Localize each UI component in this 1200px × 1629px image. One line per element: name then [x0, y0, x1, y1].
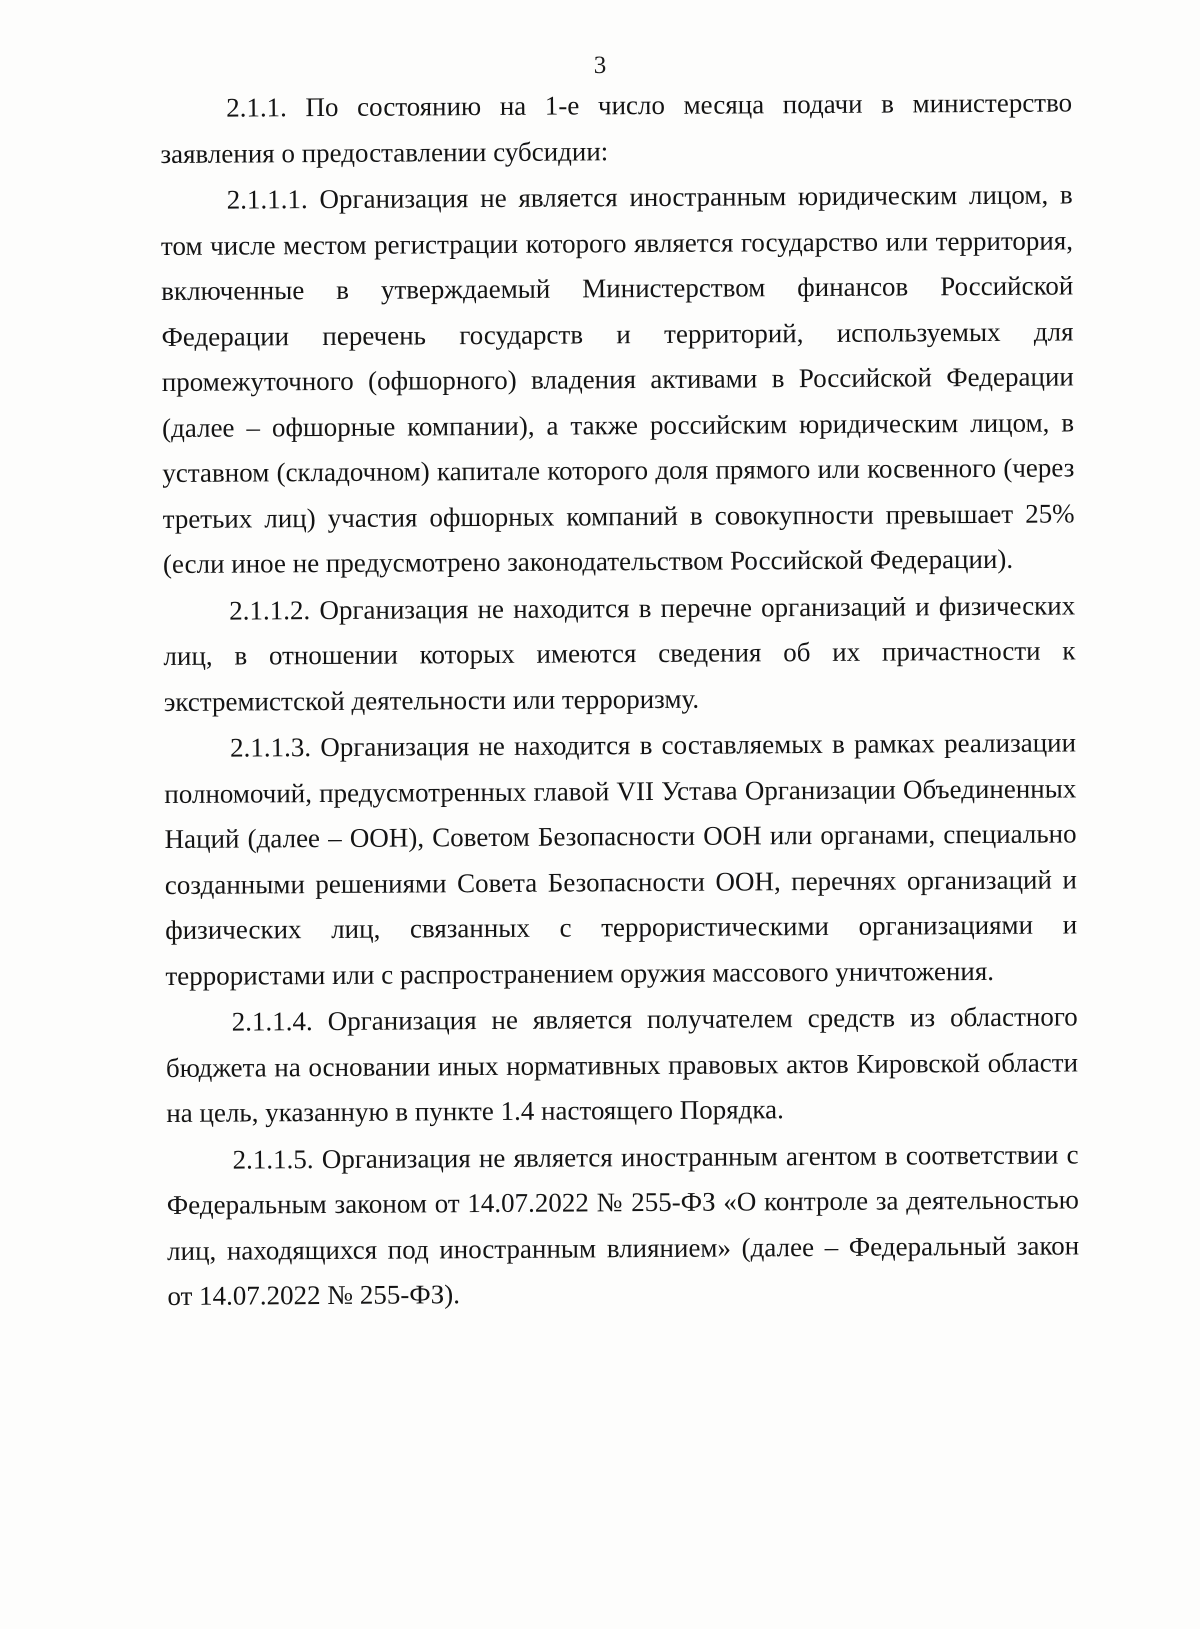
paragraph-2-1-1-1: 2.1.1.1. Организация не является иностранным юридическим лицом, в том числе местом регистрации которого является государство или территория, включенные в утверждаемый Министерством финансов Российской Федерации перечень государств и территорий, используемых для промежуточного (офшорного) владения активами в Российской Федерации (далее – офшорные компании), а также российским юридическим лицом, в уставном (складочном) капитале которого доля прямого или косвенного (через третьих лиц) участия офшорных компаний в совокупности превышает 25% (если иное не предусмотрено законодательством Российской Федерации).: [160, 179, 1075, 579]
document-body: [160, 80, 1080, 1319]
paragraph-2-1-1: 2.1.1. По состоянию на 1-е число месяца подачи в министерство заявления о предоставлении субсидии:: [160, 87, 1073, 169]
paragraph-2-1-1-3: 2.1.1.3. Организация не находится в составляемых в рамках реализации полномочий, предусмотренных главой VII Устава Организации Объединенных Наций (далее – ООН), Советом Безопасности ООН или органами, специально созданными решениями Совета Безопасности ООН, перечнях организаций и физических лиц, связанных с террористическими организациями и террористами или с распространением оружия массового уничтожения.: [164, 727, 1078, 991]
paragraph-2-1-1-4: 2.1.1.4. Организация не является получателем средств из областного бюджета на основании иных нормативных правовых актов Кировской области на цель, указанную в пункте 1.4 настоящего Порядка.: [165, 1001, 1079, 1128]
paragraph-2-1-1-5: 2.1.1.5. Организация не является иностранным агентом в соответствии с Федеральным законом от 14.07.2022 № 255-ФЗ «О контроле за деятельностью лиц, находящихся под иностранным влиянием» (далее – Федеральный закон от 14.07.2022 № 255-ФЗ).: [166, 1138, 1080, 1311]
paragraph-2-1-1-2: 2.1.1.2. Организация не находится в перечне организаций и физических лиц, в отношении которых имеются сведения об их причастности к экстремистской деятельности или терроризму.: [163, 589, 1076, 717]
page-number: 3: [593, 52, 607, 79]
